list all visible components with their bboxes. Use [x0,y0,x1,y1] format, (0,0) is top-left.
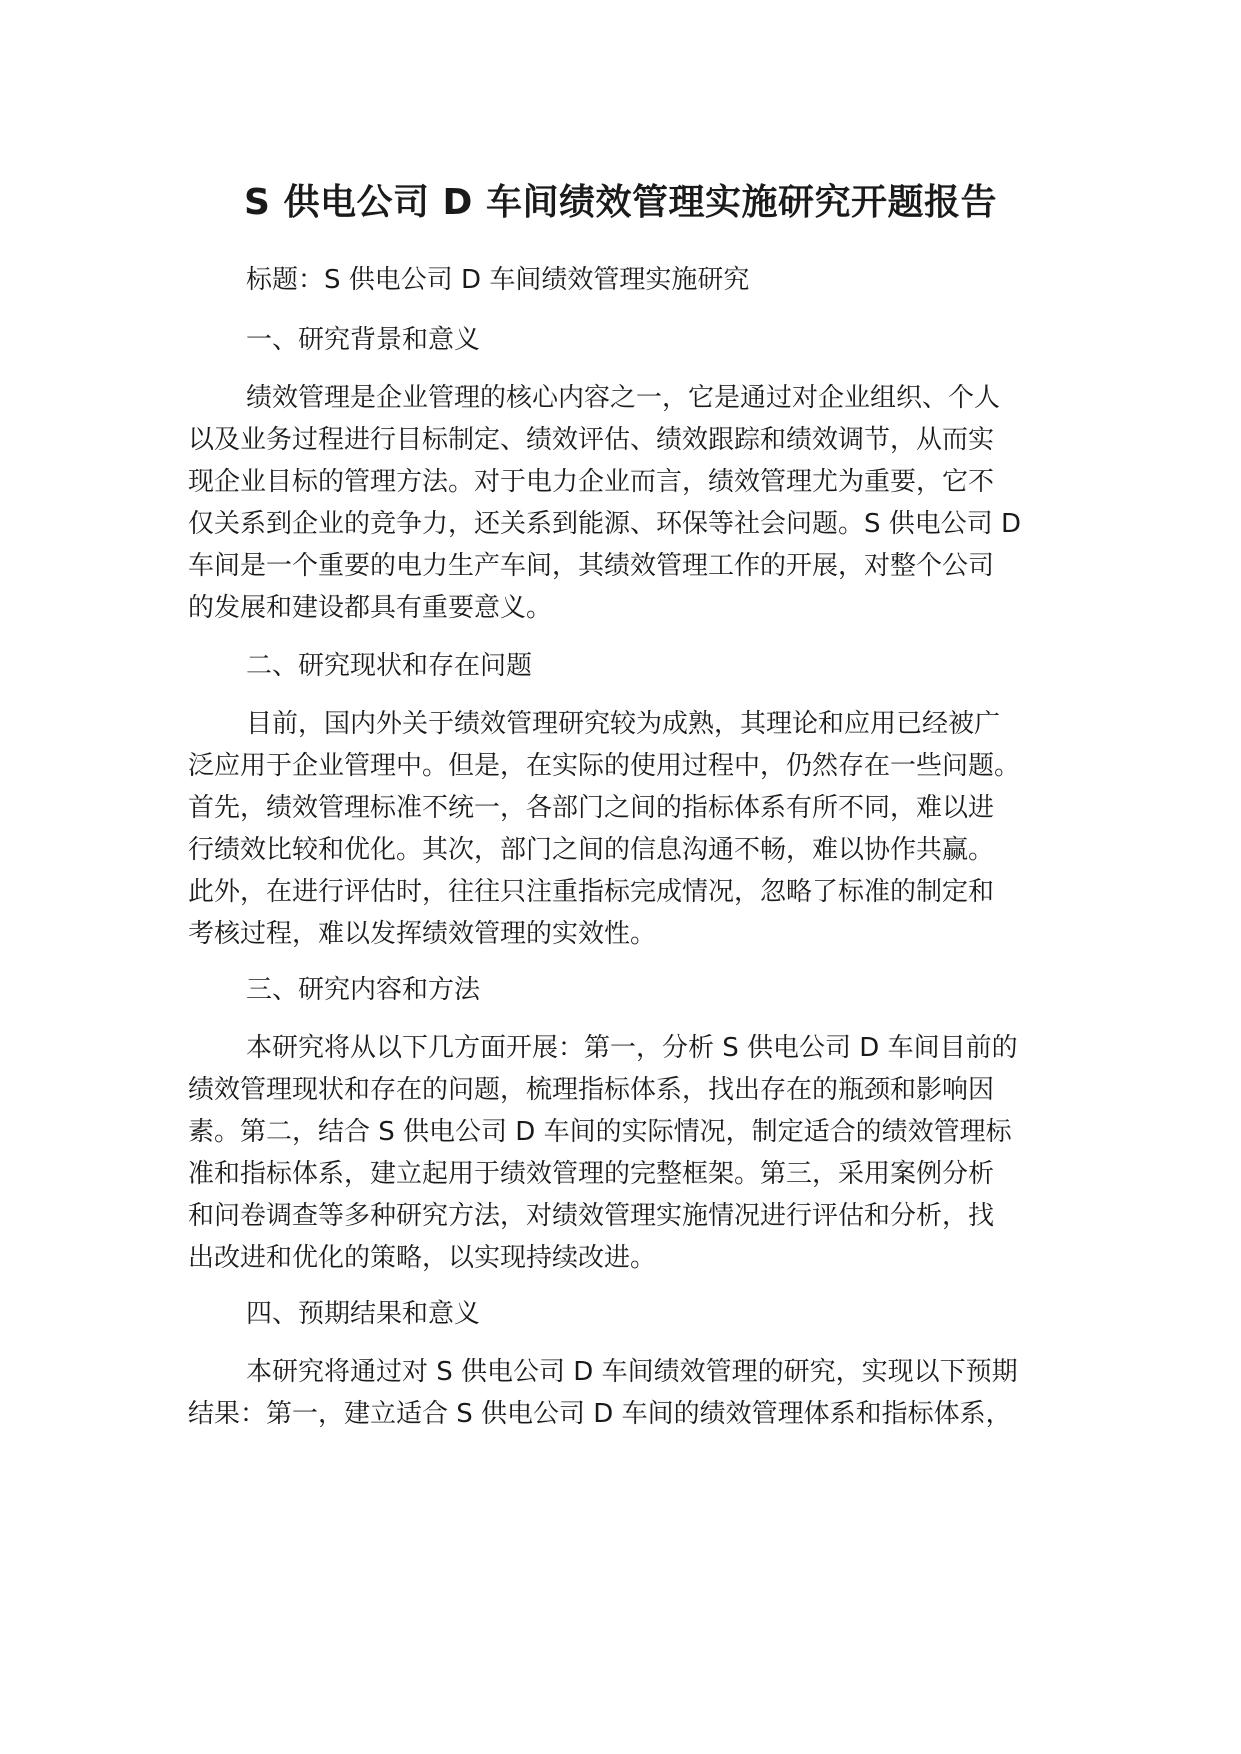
paragraph-line: 出改进和优化的策略，以实现持续改进。 [188,1243,657,1273]
paragraph-line: 绩效管理是企业管理的核心内容之一，它是通过对企业组织、个人 [246,383,1001,413]
section-heading: 二、研究现状和存在问题 [246,651,533,681]
paragraph-line: 泛应用于企业管理中。但是，在实际的使用过程中，仍然存在一些问题。 [188,751,1021,781]
paragraph-line: 的发展和建设都具有重要意义。 [188,593,553,623]
section-heading: 四、预期结果和意义 [246,1299,481,1329]
paragraph-line: 现企业目标的管理方法。对于电力企业而言，绩效管理尤为重要，它不 [188,467,995,497]
paragraph-line: 准和指标体系，建立起用于绩效管理的完整框架。第三，采用案例分析 [188,1159,995,1189]
paragraph-line: 和问卷调查等多种研究方法，对绩效管理实施情况进行评估和分析，找 [188,1201,995,1231]
paragraph-line: 结果：第一，建立适合 S 供电公司 D 车间的绩效管理体系和指标体系， [188,1399,1012,1429]
paragraph-line: 本研究将通过对 S 供电公司 D 车间绩效管理的研究，实现以下预期 [246,1357,1018,1387]
paragraph-line: 素。第二，结合 S 供电公司 D 车间的实际情况，制定适合的绩效管理标 [188,1117,1012,1147]
paragraph-line: 首先，绩效管理标准不统一，各部门之间的指标体系有所不同，难以进 [188,793,995,823]
paragraph-line: 绩效管理现状和存在的问题，梳理指标体系，找出存在的瓶颈和影响因 [188,1075,995,1105]
paragraph-line: 车间是一个重要的电力生产车间，其绩效管理工作的开展，对整个公司 [188,551,995,581]
section-heading: 一、研究背景和意义 [246,325,481,355]
subject-line: 标题：S 供电公司 D 车间绩效管理实施研究 [246,265,750,295]
paragraph-line: 目前，国内外关于绩效管理研究较为成熟，其理论和应用已经被广 [246,709,1001,739]
document-title: S 供电公司 D 车间绩效管理实施研究开题报告 [244,182,997,223]
paragraph-line: 此外，在进行评估时，往往只注重指标完成情况，忽略了标准的制定和 [188,877,995,907]
paragraph-line: 考核过程，难以发挥绩效管理的实效性。 [188,919,657,949]
section-heading: 三、研究内容和方法 [246,975,481,1005]
paragraph-line: 仅关系到企业的竞争力，还关系到能源、环保等社会问题。S 供电公司 D [188,509,1022,539]
paragraph-line: 以及业务过程进行目标制定、绩效评估、绩效跟踪和绩效调节，从而实 [188,425,995,455]
paragraph-line: 行绩效比较和优化。其次，部门之间的信息沟通不畅，难以协作共赢。 [188,835,995,865]
paragraph-line: 本研究将从以下几方面开展：第一，分析 S 供电公司 D 车间目前的 [246,1033,1018,1063]
